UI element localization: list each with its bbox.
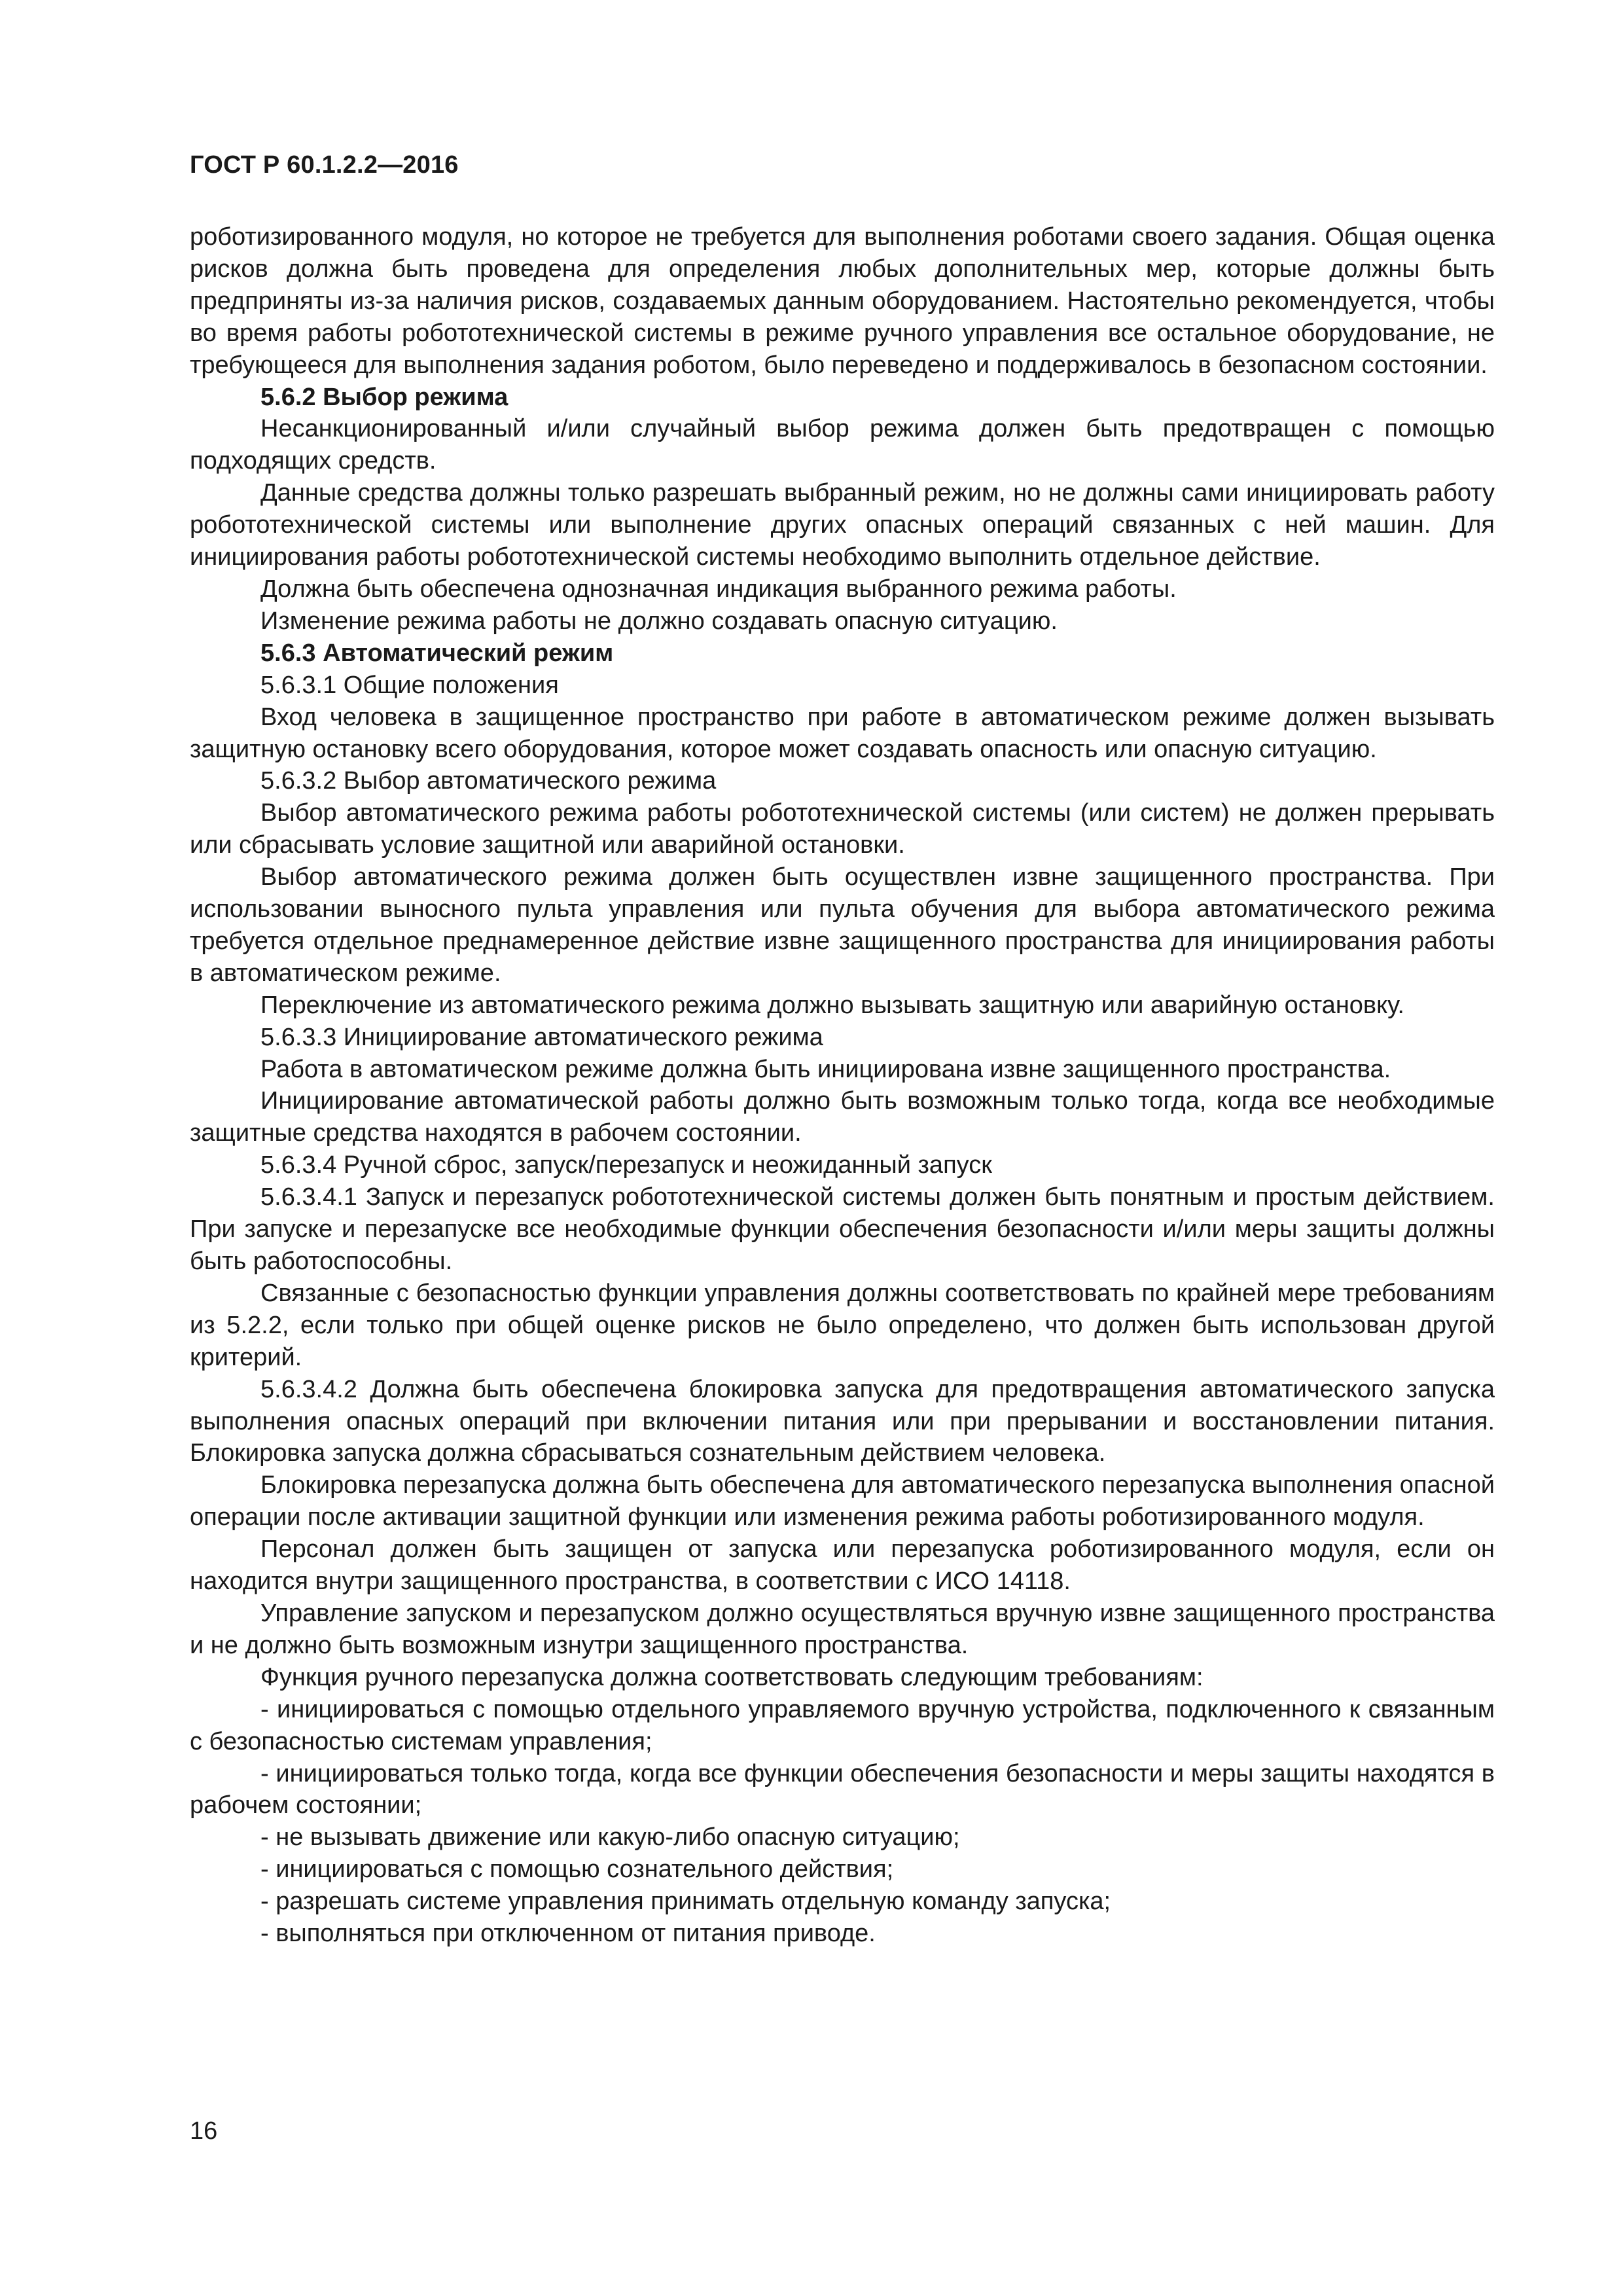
subsection-heading-5-6-3-4: 5.6.3.4 Ручной сброс, запуск/перезапуск и неожиданный запуск (260, 1151, 992, 1179)
section-heading-5-6-2: 5.6.2 Выбор режима (260, 383, 508, 411)
paragraph: Работа в автоматическом режиме должна быть инициирована извне защищенного пространства. (260, 1055, 1391, 1083)
paragraph: Изменение режима работы не должно создавать опасную ситуацию. (260, 607, 1058, 635)
subsection-heading-5-6-3-2: 5.6.3.2 Выбор автоматического режима (260, 767, 717, 795)
paragraph: Вход человека в защищенное пространство при работе в автоматическом режиме должен вызывать защитную остановку всего оборудования, которое может создавать опасность или опасную ситуацию. (190, 703, 1495, 763)
list-item: - разрешать системе управления принимать отдельную команду запуска; (260, 1888, 1111, 1916)
paragraph-continuation: роботизированного модуля, но которое не требуется для выполнения роботами своего задания. Общая оценка рисков должна быть проведена для определения любых дополнительных мер, которые должны быть предприняты из-за наличия рисков, создаваемых данным оборудованием. Настоятельно рекомендуется, чтобы во время работы робототехнической системы в режиме ручного управления все остальное оборудование, не требующееся для выполнения задания роботом, было переведено и поддерживалось в безопасном состоянии. (190, 223, 1495, 379)
paragraph: 5.6.3.4.1 Запуск и перезапуск робототехнической системы должен быть понятным и простым действием. При запуске и перезапуске все необходимые функции обеспечения безопасности и/или меры защиты должны быть работоспособны. (190, 1183, 1495, 1275)
paragraph: Функция ручного перезапуска должна соответствовать следующим требованиям: (260, 1663, 1204, 1691)
paragraph: Управление запуском и перезапуском должно осуществляться вручную извне защищенного пространства и не должно быть возможным изнутри защищенного пространства. (190, 1599, 1495, 1659)
paragraph: Выбор автоматического режима работы робототехнической системы (или систем) не должен прерывать или сбрасывать условие защитной или аварийной остановки. (190, 799, 1495, 859)
list-item: - инициироваться с помощью сознательного действия; (260, 1856, 894, 1884)
paragraph: Связанные с безопасностью функции управления должны соответствовать по крайней мере требованиям из 5.2.2, если только при общей оценке рисков не было определено, что должен быть использован другой критерий. (190, 1279, 1495, 1371)
page-number: 16 (190, 2117, 218, 2145)
paragraph: Выбор автоматического режима должен быть осуществлен извне защищенного пространства. При использовании выносного пульта управления или пульта обучения для выбора автоматического режима требуется отдельное преднамеренное действие извне защищенного пространства для инициирования работы в автоматическом режиме. (190, 863, 1495, 987)
paragraph: Инициирование автоматической работы должно быть возможным только тогда, когда все необходимые защитные средства находятся в рабочем состоянии. (190, 1087, 1495, 1147)
paragraph: Переключение из автоматического режима должно вызывать защитную или аварийную остановку. (260, 991, 1404, 1019)
document-standard-code: ГОСТ Р 60.1.2.2—2016 (190, 151, 459, 179)
list-item: - не вызывать движение или какую-либо опасную ситуацию; (260, 1823, 960, 1852)
section-heading-5-6-3: 5.6.3 Автоматический режим (260, 639, 614, 667)
list-item: - инициироваться только тогда, когда все функции обеспечения безопасности и меры защиты находятся в рабочем состоянии; (190, 1759, 1495, 1820)
paragraph: 5.6.3.4.2 Должна быть обеспечена блокировка запуска для предотвращения автоматического запуска выполнения опасных операций при включении питания или при прерывании и восстановлении питания. Блокировка запуска должна сбрасываться сознательным действием человека. (190, 1375, 1495, 1467)
document-body (190, 221, 1495, 1950)
list-item: - выполняться при отключенном от питания приводе. (260, 1920, 876, 1948)
paragraph: Должна быть обеспечена однозначная индикация выбранного режима работы. (260, 575, 1177, 603)
list-item: - инициироваться с помощью отдельного управляемого вручную устройства, подключенного к связанным с безопасностью системам управления; (190, 1695, 1495, 1755)
paragraph: Персонал должен быть защищен от запуска или перезапуска роботизированного модуля, если он находится внутри защищенного пространства, в соответствии с ИСО 14118. (190, 1535, 1495, 1596)
paragraph: Несанкционированный и/или случайный выбор режима должен быть предотвращен с помощью подходящих средств. (190, 415, 1495, 475)
paragraph: Блокировка перезапуска должна быть обеспечена для автоматического перезапуска выполнения опасной операции после активации защитной функции или изменения режима работы роботизированного модуля. (190, 1471, 1495, 1532)
paragraph: Данные средства должны только разрешать выбранный режим, но не должны сами инициировать работу робототехнической системы или выполнение других опасных операций связанных с ней машин. Для инициирования работы робототехнической системы необходимо выполнить отдельное действие. (190, 479, 1495, 571)
subsection-heading-5-6-3-3: 5.6.3.3 Инициирование автоматического режима (260, 1023, 823, 1051)
subsection-heading-5-6-3-1: 5.6.3.1 Общие положения (260, 671, 559, 699)
